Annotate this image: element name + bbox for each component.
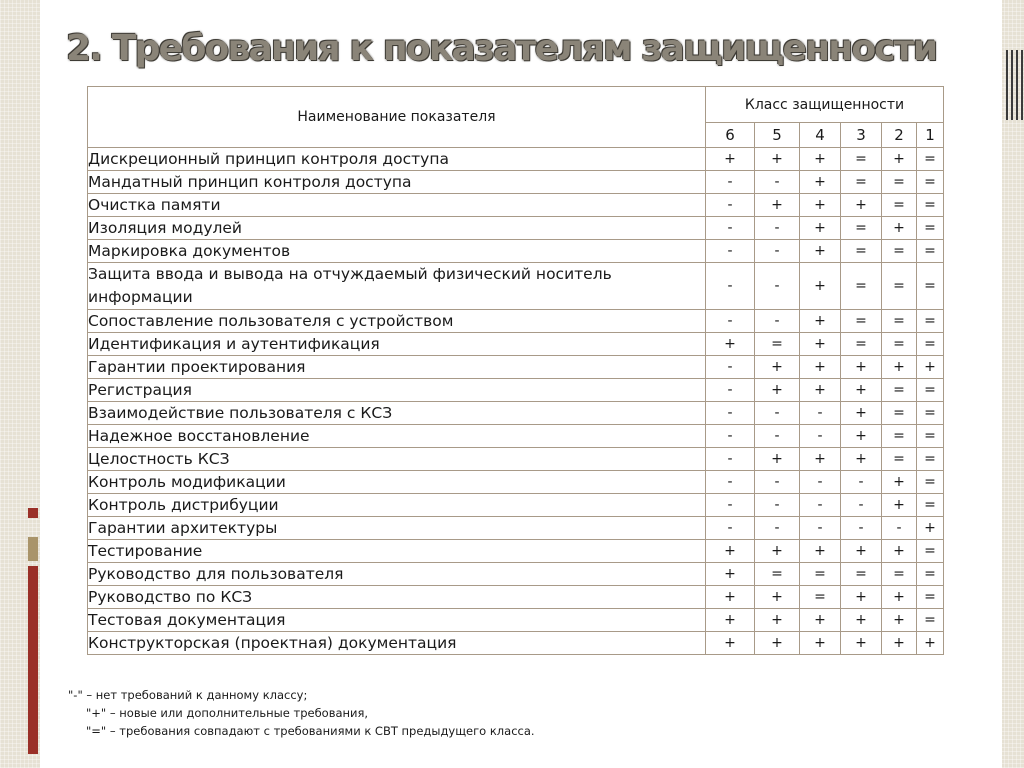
requirement-cell: + — [755, 609, 800, 632]
class-header-5: 5 — [755, 123, 800, 148]
requirement-cell: + — [800, 240, 841, 263]
requirement-cell: = — [917, 448, 944, 471]
requirement-cell: + — [841, 586, 882, 609]
indicator-name: Мандатный принцип контроля доступа — [88, 171, 706, 194]
requirement-cell: - — [755, 240, 800, 263]
indicator-name: Контроль модификации — [88, 471, 706, 494]
requirement-cell: = — [841, 240, 882, 263]
requirement-cell: + — [755, 379, 800, 402]
requirement-cell: + — [841, 425, 882, 448]
requirement-cell: + — [755, 540, 800, 563]
legend-item: "+" – новые или дополнительные требования, — [86, 706, 369, 720]
requirement-cell: = — [917, 563, 944, 586]
requirement-cell: + — [706, 609, 755, 632]
table-row — [88, 425, 944, 448]
indicator-name: Гарантии архитектуры — [88, 517, 706, 540]
indicator-name: Тестовая документация — [88, 609, 706, 632]
requirement-cell: = — [882, 379, 917, 402]
requirement-cell: + — [917, 356, 944, 379]
requirement-cell: - — [706, 448, 755, 471]
requirement-cell: = — [882, 425, 917, 448]
class-header-2: 2 — [882, 123, 917, 148]
requirement-cell: - — [706, 171, 755, 194]
requirement-cell: = — [917, 540, 944, 563]
requirement-cell: - — [706, 356, 755, 379]
requirement-cell: + — [800, 356, 841, 379]
requirement-cell: + — [882, 217, 917, 240]
table-row — [88, 586, 944, 609]
requirement-cell: - — [706, 471, 755, 494]
requirement-cell: = — [882, 563, 917, 586]
requirement-cell: = — [841, 263, 882, 310]
requirement-cell: = — [917, 310, 944, 333]
requirement-cell: = — [882, 310, 917, 333]
decorative-bar — [28, 537, 38, 561]
requirement-cell: + — [755, 448, 800, 471]
requirement-cell: + — [800, 448, 841, 471]
indicator-name: Очистка памяти — [88, 194, 706, 217]
indicator-name: Взаимодействие пользователя с КСЗ — [88, 402, 706, 425]
requirement-cell: + — [755, 632, 800, 655]
requirement-cell: + — [917, 517, 944, 540]
requirement-cell: = — [917, 333, 944, 356]
requirement-cell: = — [841, 563, 882, 586]
table-row — [88, 310, 944, 333]
requirement-cell: + — [882, 632, 917, 655]
requirement-cell: - — [755, 517, 800, 540]
requirement-cell: + — [882, 356, 917, 379]
indicator-name: Защита ввода и вывода на отчуждаемый физический носитель информации — [88, 263, 706, 310]
requirement-cell: = — [882, 448, 917, 471]
requirement-cell: + — [755, 356, 800, 379]
table-row — [88, 333, 944, 356]
requirement-cell: - — [755, 310, 800, 333]
requirement-cell: = — [882, 240, 917, 263]
slide-title: 2. Требования к показателям защищенности — [66, 28, 937, 69]
requirement-cell: + — [755, 586, 800, 609]
requirement-cell: + — [800, 333, 841, 356]
requirement-cell: + — [755, 148, 800, 171]
table-row — [88, 494, 944, 517]
requirement-cell: - — [800, 517, 841, 540]
requirement-cell: + — [841, 632, 882, 655]
requirement-cell: - — [841, 471, 882, 494]
requirement-cell: = — [841, 217, 882, 240]
indicator-name: Целостность КСЗ — [88, 448, 706, 471]
table-row — [88, 448, 944, 471]
requirement-cell: - — [706, 425, 755, 448]
requirement-cell: = — [917, 586, 944, 609]
requirement-cell: = — [841, 310, 882, 333]
requirement-cell: + — [706, 540, 755, 563]
requirement-cell: - — [755, 217, 800, 240]
table-row — [88, 632, 944, 655]
requirement-cell: - — [755, 263, 800, 310]
requirement-cell: = — [800, 563, 841, 586]
decorative-bar — [28, 566, 38, 754]
requirement-cell: - — [706, 194, 755, 217]
requirement-cell: - — [706, 494, 755, 517]
requirement-cell: + — [800, 263, 841, 310]
requirement-cell: = — [917, 171, 944, 194]
requirement-cell: + — [841, 402, 882, 425]
requirement-cell: = — [917, 148, 944, 171]
requirement-cell: - — [706, 310, 755, 333]
requirement-cell: = — [917, 471, 944, 494]
requirement-cell: + — [841, 609, 882, 632]
requirement-cell: = — [917, 194, 944, 217]
indicator-name: Руководство по КСЗ — [88, 586, 706, 609]
requirement-cell: - — [706, 263, 755, 310]
requirement-cell: + — [800, 632, 841, 655]
requirement-cell: + — [882, 471, 917, 494]
table-row — [88, 263, 944, 310]
indicator-name: Руководство для пользователя — [88, 563, 706, 586]
requirement-cell: + — [841, 356, 882, 379]
indicator-name: Изоляция модулей — [88, 217, 706, 240]
requirement-cell: + — [800, 540, 841, 563]
table-row — [88, 171, 944, 194]
requirement-cell: + — [800, 379, 841, 402]
requirement-cell: + — [841, 540, 882, 563]
table-row — [88, 471, 944, 494]
legend — [68, 686, 535, 740]
requirement-cell: + — [800, 148, 841, 171]
table-row — [88, 517, 944, 540]
requirement-cell: + — [882, 494, 917, 517]
requirement-cell: + — [706, 333, 755, 356]
requirement-cell: = — [917, 609, 944, 632]
requirement-cell: + — [706, 563, 755, 586]
indicator-name: Тестирование — [88, 540, 706, 563]
requirement-cell: - — [706, 517, 755, 540]
table-row — [88, 356, 944, 379]
requirement-cell: = — [882, 263, 917, 310]
requirement-cell: = — [755, 563, 800, 586]
requirement-cell: - — [706, 379, 755, 402]
table-row — [88, 609, 944, 632]
requirement-cell: = — [882, 171, 917, 194]
requirement-cell: = — [755, 333, 800, 356]
requirement-cell: - — [755, 402, 800, 425]
indicator-name: Гарантии проектирования — [88, 356, 706, 379]
requirement-cell: - — [755, 471, 800, 494]
requirement-cell: - — [706, 217, 755, 240]
table-row — [88, 240, 944, 263]
table-row — [88, 194, 944, 217]
requirement-cell: + — [882, 586, 917, 609]
requirements-table — [87, 86, 944, 655]
requirement-cell: + — [706, 586, 755, 609]
requirement-cell: - — [882, 517, 917, 540]
indicator-name: Сопоставление пользователя с устройством — [88, 310, 706, 333]
indicator-name: Идентификация и аутентификация — [88, 333, 706, 356]
class-header-6: 6 — [706, 123, 755, 148]
requirement-cell: = — [917, 263, 944, 310]
requirement-cell: = — [917, 402, 944, 425]
requirement-cell: - — [706, 402, 755, 425]
requirement-cell: = — [917, 379, 944, 402]
requirement-cell: + — [800, 609, 841, 632]
requirement-cell: = — [800, 586, 841, 609]
decorative-bar — [28, 508, 38, 518]
legend-item: "-" – нет требований к данному классу; — [68, 688, 308, 702]
class-header-3: 3 — [841, 123, 882, 148]
requirement-cell: + — [800, 171, 841, 194]
table-row — [88, 217, 944, 240]
requirement-cell: + — [841, 194, 882, 217]
requirement-cell: + — [800, 310, 841, 333]
table-row — [88, 379, 944, 402]
requirement-cell: - — [800, 494, 841, 517]
requirement-cell: + — [882, 148, 917, 171]
table-row — [88, 563, 944, 586]
table-row — [88, 540, 944, 563]
requirement-cell: - — [800, 425, 841, 448]
indicator-name: Маркировка документов — [88, 240, 706, 263]
requirement-cell: = — [917, 425, 944, 448]
requirement-cell: = — [841, 171, 882, 194]
requirement-cell: = — [882, 333, 917, 356]
requirement-cell: = — [882, 194, 917, 217]
indicator-name: Конструкторская (проектная) документация — [88, 632, 706, 655]
requirement-cell: = — [841, 333, 882, 356]
indicator-name: Дискреционный принцип контроля доступа — [88, 148, 706, 171]
requirement-cell: - — [800, 402, 841, 425]
requirement-cell: = — [917, 494, 944, 517]
indicator-name: Контроль дистрибуции — [88, 494, 706, 517]
requirement-cell: = — [917, 240, 944, 263]
requirement-cell: - — [841, 494, 882, 517]
table-row — [88, 148, 944, 171]
requirement-cell: - — [841, 517, 882, 540]
requirement-cell: + — [706, 148, 755, 171]
requirement-cell: + — [800, 194, 841, 217]
indicator-name: Регистрация — [88, 379, 706, 402]
legend-item: "=" – требования совпадают с требованиями к СВТ предыдущего класса. — [86, 724, 535, 738]
name-column-header: Наименование показателя — [88, 87, 706, 148]
requirement-cell: = — [841, 148, 882, 171]
requirement-cell: + — [917, 632, 944, 655]
decorative-lines — [1006, 50, 1024, 120]
indicator-name: Надежное восстановление — [88, 425, 706, 448]
class-header-4: 4 — [800, 123, 841, 148]
requirement-cell: - — [755, 425, 800, 448]
requirement-cell: + — [706, 632, 755, 655]
requirement-cell: - — [755, 494, 800, 517]
requirement-cell: + — [755, 194, 800, 217]
requirement-cell: - — [800, 471, 841, 494]
requirement-cell: + — [841, 379, 882, 402]
requirement-cell: = — [917, 217, 944, 240]
class-header-1: 1 — [917, 123, 944, 148]
requirement-cell: + — [882, 609, 917, 632]
requirement-cell: - — [706, 240, 755, 263]
requirement-cell: + — [800, 217, 841, 240]
table-row — [88, 402, 944, 425]
class-column-header: Класс защищенности — [706, 87, 944, 123]
requirement-cell: + — [841, 448, 882, 471]
requirement-cell: + — [882, 540, 917, 563]
requirement-cell: - — [755, 171, 800, 194]
requirement-cell: = — [882, 402, 917, 425]
